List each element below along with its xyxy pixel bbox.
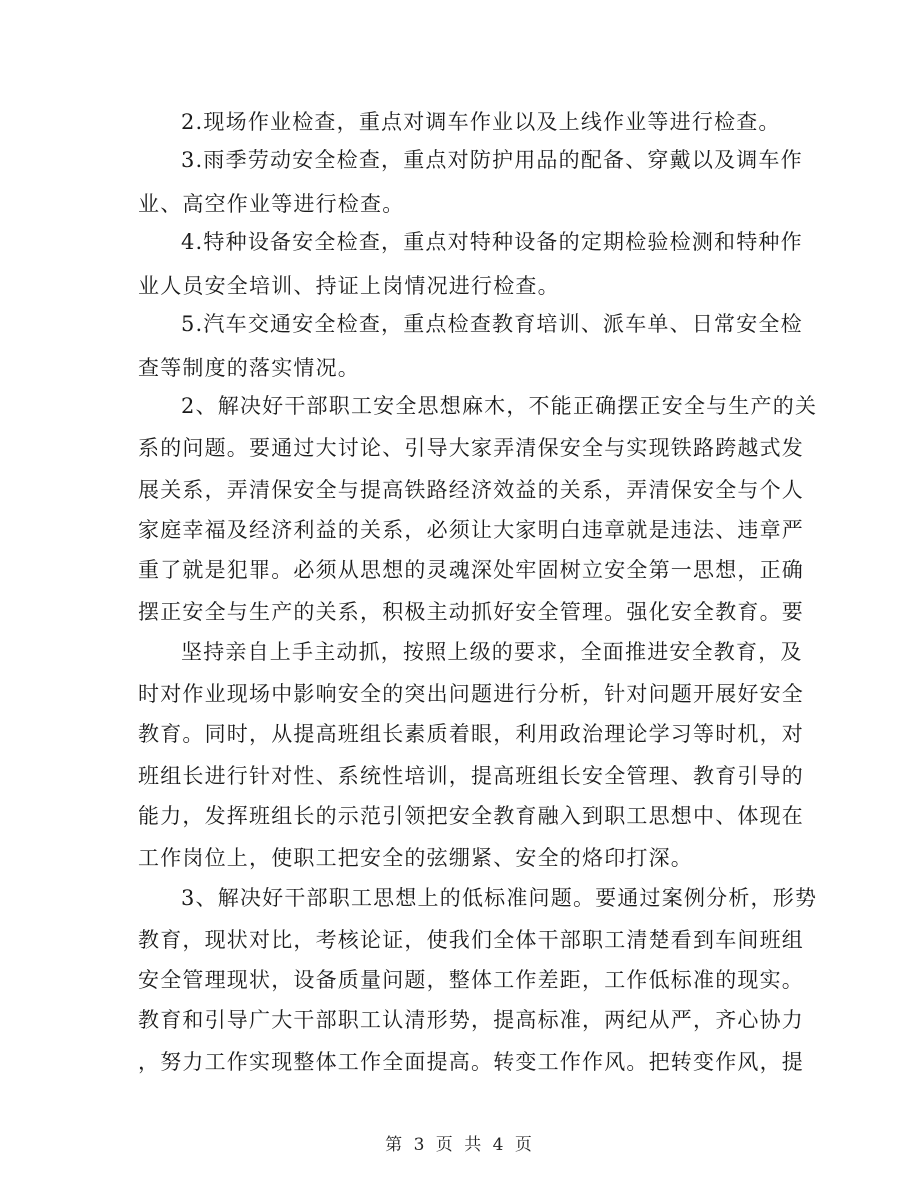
text-line: 业、高空作业等进行检查。 (138, 192, 405, 216)
text-line: 教育，现状对比，考核论证，使我们全体干部职工清楚看到车间班组 (138, 928, 804, 952)
text-line: 家庭幸福及经济利益的关系，必须让大家明白违章就是违法、违章严 (138, 518, 804, 542)
text-line: 能力，发挥班组长的示范引领把安全教育融入到职工思想中、体现在 (138, 804, 804, 828)
text-line: 时对作业现场中影响安全的突出问题进行分析，针对问题开展好安全 (138, 682, 804, 706)
text-line: 教育和引导广大干部职工认清形势，提高标准，两纪从严，齐心协力 (138, 1008, 804, 1032)
text-line: 业人员安全培训、持证上岗情况进行检查。 (138, 274, 560, 298)
page-number-footer: 第 3 页 共 4 页 (385, 1135, 535, 1155)
text-line: 重了就是犯罪。必须从思想的灵魂深处牢固树立安全第一思想，正确 (138, 558, 804, 582)
text-line: 查等制度的落实情况。 (138, 356, 360, 380)
text-line: 安全管理现状，设备质量问题，整体工作差距，工作低标准的现实。 (138, 968, 804, 992)
text-line: 展关系，弄清保安全与提高铁路经济效益的关系，弄清保安全与个人 (138, 478, 804, 502)
text-line: 班组长进行针对性、系统性培训，提高班组长安全管理、教育引导的 (138, 764, 804, 788)
text-line: 系的问题。要通过大讨论、引导大家弄清保安全与实现铁路跨越式发 (138, 436, 804, 460)
text-line: ，努力工作实现整体工作全面提高。转变工作作风。把转变作风，提 (138, 1050, 804, 1074)
text-line: 2、解决好干部职工安全思想麻木，不能正确摆正安全与生产的关 (181, 394, 818, 418)
text-line: 工作岗位上，使职工把安全的弦绷紧、安全的烙印打深。 (138, 846, 693, 870)
text-line: 4.特种设备安全检查，重点对特种设备的定期检验检测和特种作 (181, 230, 803, 254)
text-line: 2.现场作业检查，重点对调车作业以及上线作业等进行检查。 (181, 110, 781, 134)
text-line: 3、解决好干部职工思想上的低标准问题。要通过案例分析，形势 (181, 886, 818, 910)
text-line: 3.雨季劳动安全检查，重点对防护用品的配备、穿戴以及调车作 (181, 148, 803, 172)
text-line: 5.汽车交通安全检查，重点检查教育培训、派车单、日常安全检 (181, 312, 803, 336)
text-line: 坚持亲自上手主动抓，按照上级的要求，全面推进安全教育，及 (181, 640, 803, 664)
text-line: 摆正安全与生产的关系，积极主动抓好安全管理。强化安全教育。要 (138, 600, 804, 624)
text-line: 教育。同时，从提高班组长素质着眼，利用政治理论学习等时机，对 (138, 722, 804, 746)
